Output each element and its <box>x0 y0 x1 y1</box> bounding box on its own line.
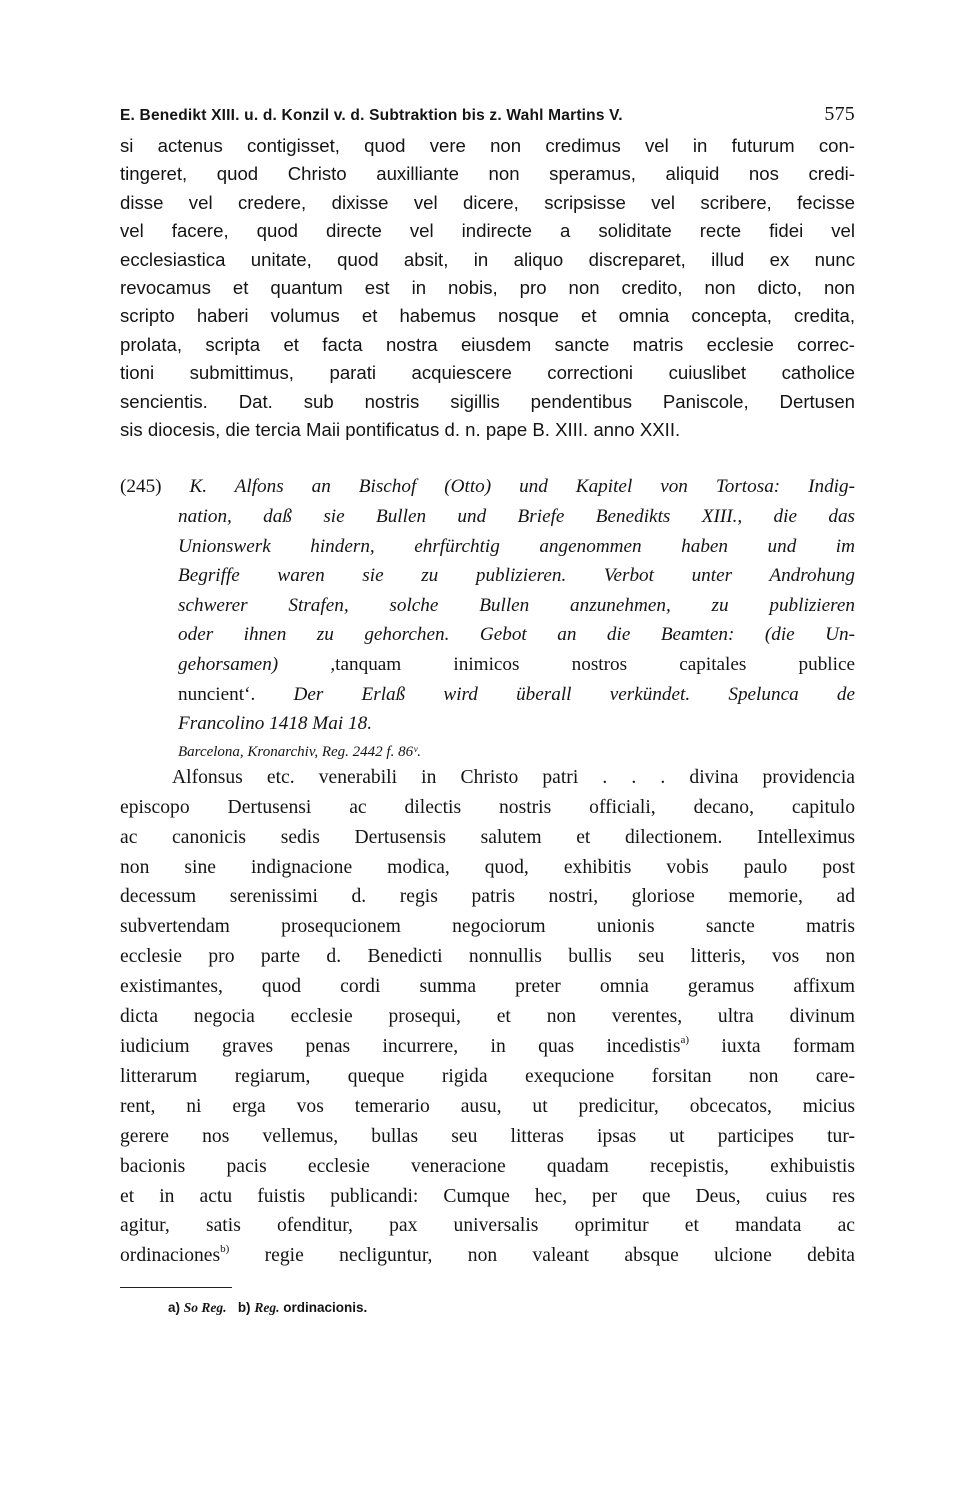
regest-line: Der Erlaß wird überall verkündet. Spelunca de <box>293 683 855 705</box>
text-line: episcopo Dertusensi ac dilectis nostris officiali, decano, capitulo <box>120 796 855 818</box>
text-fragment: iudicium graves penas incurrere, in quas incedistis <box>120 1035 681 1057</box>
text-line: prolata, scripta et facta nostra eiusdem sancte matris ecclesie correc- <box>120 333 855 355</box>
footnotes <box>120 1300 855 1316</box>
text-fragment: ordinaciones <box>120 1245 221 1267</box>
document-number: (245) <box>120 476 162 498</box>
regest-line: Unionswerk hindern, ehrfürchtig angenommen haben und im <box>178 535 855 557</box>
regest-line: nation, daß sie Bullen und Briefe Benedikts XIII., die das <box>178 506 855 528</box>
text-fragment: iuxta formam <box>689 1035 855 1057</box>
text-line: ecclesiastica unitate, quod absit, in aliquo discreparet, illud ex nunc <box>120 248 855 270</box>
running-head <box>120 96 855 132</box>
text-line: existimantes, quod cordi summa preter omnia geramus affixum <box>120 976 855 998</box>
regest-quote-end: nuncient‘. <box>178 683 256 705</box>
regest-entry <box>120 472 855 762</box>
page-number: 575 <box>824 103 855 125</box>
text-line: gerere nos vellemus, bullas seu litteras ipsas ut participes tur- <box>120 1125 855 1147</box>
footnote-a-mark: a) <box>168 1300 181 1316</box>
text-line: revocamus et quantum est in nobis, pro non credito, non dicto, non <box>120 277 855 299</box>
text-line: sis diocesis, die tercia Maii pontificatus d. n. pape B. XIII. anno XXII. <box>120 419 681 441</box>
regest-line: K. Alfons an Bischof (Otto) und Kapitel von Tortosa: Indig- <box>189 476 855 498</box>
regest-quote: ,tanquam inimicos nostros capitales publice <box>330 654 855 676</box>
text-line: ac canonicis sedis Dertusensis salutem et dilectionem. Intelleximus <box>120 826 855 848</box>
text-line: agitur, satis ofenditur, pax universalis oprimitur et mandata ac <box>120 1215 855 1237</box>
footnote-b-source: Reg. <box>254 1300 280 1316</box>
footnote-rule <box>120 1287 232 1288</box>
footnote-ref-b[interactable]: b) <box>220 1243 230 1256</box>
text-line: decessum serenissimi d. regis patris nostri, gloriose memorie, ad <box>120 886 855 908</box>
text-line: scripto haberi volumus et habemus nosque et omnia concepta, credita, <box>120 305 855 327</box>
continuation-paragraph <box>120 132 855 444</box>
document-page <box>120 96 855 1456</box>
text-line <box>120 1241 855 1271</box>
text-line: tingeret, quod Christo auxilliante non speramus, aliquid nos credi- <box>120 163 855 185</box>
text-line: sencientis. Dat. sub nostris sigillis pendentibus Paniscole, Dertusen <box>120 390 855 412</box>
letter-text <box>120 763 855 1271</box>
footnote-ref-a[interactable]: a) <box>680 1033 690 1046</box>
text-line: disse vel credere, dixisse vel dicere, scripsisse vel scribere, fecisse <box>120 191 855 213</box>
archival-source: Barcelona, Kronarchiv, Reg. 2442 f. 86ᵛ. <box>178 743 422 760</box>
text-line: bacionis pacis ecclesie veneracione quadam recepistis, exhibuistis <box>120 1155 855 1177</box>
text-line: litterarum regiarum, queque rigida exequcione forsitan non care- <box>120 1065 855 1087</box>
footnote-b-text: ordinacionis. <box>283 1300 368 1316</box>
text-line: ecclesie pro parte d. Benedicti nonnullis bullis seu litteris, vos non <box>120 946 855 968</box>
text-line: si actenus contigisset, quod vere non credimus vel in futurum con- <box>120 135 855 156</box>
regest-line: schwerer Strafen, solche Bullen anzunehmen, zu publizieren <box>178 594 855 616</box>
regest-line: Begriffe waren sie zu publizieren. Verbot unter Androhung <box>178 565 855 587</box>
footnote-b-mark: b) <box>237 1300 251 1316</box>
regest-line: gehorsamen) <box>178 654 279 676</box>
text-line: subvertendam prosequcionem negociorum unionis sancte matris <box>120 916 855 938</box>
running-head-title: E. Benedikt XIII. u. d. Konzil v. d. Subtraktion bis z. Wahl Martins V. <box>120 107 623 124</box>
text-line: Alfonsus etc. venerabili in Christo patri . . . divina providencia <box>172 766 855 788</box>
text-line: rent, ni erga vos temerario ausu, ut predicitur, obcecatos, micius <box>120 1095 855 1117</box>
regest-line: oder ihnen zu gehorchen. Gebot an die Beamten: (die Un- <box>178 624 855 646</box>
text-line: et in actu fuistis publicandi: Cumque hec, per que Deus, cuius res <box>120 1185 855 1207</box>
text-line: tioni submittimus, parati acquiescere correctioni cuiuslibet catholice <box>120 362 855 384</box>
text-line <box>120 1032 855 1062</box>
text-line: dicta negocia ecclesie prosequi, et non verentes, ultra divinum <box>120 1006 855 1028</box>
footnote-a-text: So Reg. <box>183 1300 227 1316</box>
text-line: non sine indignacione modica, quod, exhibitis vobis paulo post <box>120 856 855 878</box>
text-fragment: regie necliguntur, non valeant absque ulcione debita <box>229 1245 855 1267</box>
regest-date-line: Francolino 1418 Mai 18. <box>178 713 372 735</box>
text-line: vel facere, quod directe vel indirecte a soliditate recte fidei vel <box>120 220 855 242</box>
